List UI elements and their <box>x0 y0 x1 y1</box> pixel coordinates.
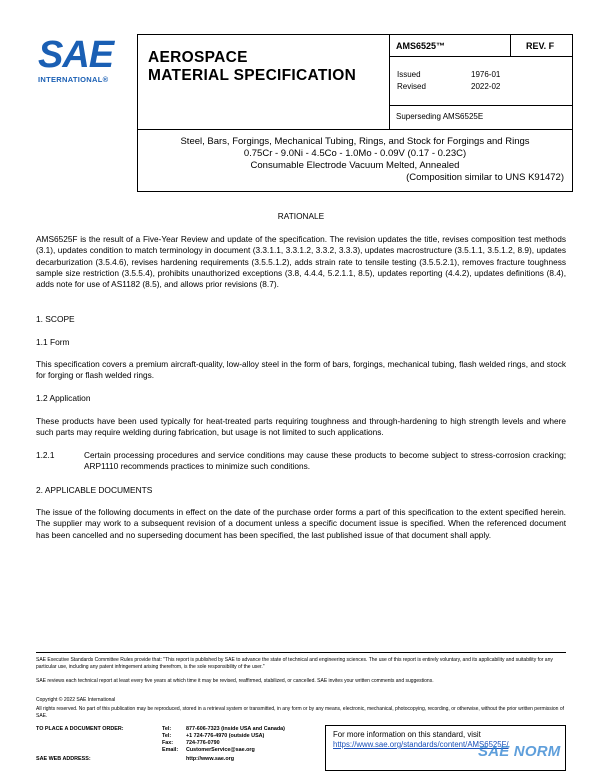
sae-logo <box>38 36 124 88</box>
subject-line-1: Steel, Bars, Forgings, Mechanical Tubing, Rings, and Stock for Forgings and Rings <box>180 136 530 147</box>
tel-inside: 877-606-7323 (inside USA and Canada) <box>186 726 285 732</box>
tel2-label: Tel: <box>162 733 172 739</box>
tel-outside: +1 724-776-4970 (outside USA) <box>186 733 265 739</box>
section-1-heading: 1. SCOPE <box>36 314 75 324</box>
order-info <box>36 726 321 772</box>
rationale-text: AMS6525F is the result of a Five-Year Review and update of the specification. The revision updates the title, revises composition test methods (3.1), updates condition to match terminology in document (3.3.1.1, 3.3.1.2, 3.3.2, 3.3.3), updates macrostructure (3.5.1.1, 3.5.1.2, 8.9), updates decarburization (3.5.4.6), revises hardening requirements (3.5.5.1.2), adds strain rate to tensile testing (3.5.5.2.1), removes fracture toughness sample size restriction (3.5.5.4), prohibits unauthorized exceptions (3.8, 4.4.4, 5.2.1.1, 8.5), updates reporting (4.4.2), updates definitions (8.4), adds note for use of AS1182 (8.5), and allows prior revisions (8.7). <box>36 234 566 290</box>
tel-label: Tel: <box>162 726 172 732</box>
fax-label: Fax: <box>162 740 174 746</box>
standard-link[interactable]: https://www.sae.org/standards/content/AMS6525F/ <box>333 740 509 749</box>
revised-value: 2022-02 <box>471 82 501 91</box>
order-label: TO PLACE A DOCUMENT ORDER: <box>36 726 124 732</box>
document-number: AMS6525™ <box>389 35 511 57</box>
material-subject <box>137 130 573 192</box>
revision-label: REV. F <box>511 35 572 57</box>
web-label: SAE WEB ADDRESS: <box>36 756 91 762</box>
title-line-1: AEROSPACE <box>148 49 248 66</box>
superseding-note: Superseding AMS6525E <box>396 112 484 121</box>
subject-line-4: (Composition similar to UNS K91472) <box>406 172 564 183</box>
footer-copyright: Copyright © 2022 SAE International <box>36 697 116 703</box>
header-title-cell <box>138 35 390 129</box>
watermark-text: SAE NORM <box>478 743 561 760</box>
title-line-2: MATERIAL SPECIFICATION <box>148 67 357 84</box>
subject-line-3: Consumable Electrode Vacuum Melted, Annealed <box>250 160 460 171</box>
section-2-heading: 2. APPLICABLE DOCUMENTS <box>36 485 153 495</box>
document-header <box>137 34 573 130</box>
section-1-2-heading: 1.2 Application <box>36 393 91 403</box>
web-address[interactable]: http://www.sae.org <box>186 756 235 762</box>
fax-number: 724-776-0790 <box>186 740 220 746</box>
subject-line-2: 0.75Cr - 9.0Ni - 4.5Co - 1.0Mo - 0.09V (0.17 - 0.23C) <box>243 148 467 159</box>
section-1-2-text: These products have been used typically for heat-treated parts requiring toughness and through-hardening to high strength levels and where such parts may require welding during fabrication, but usage is not limited to such applications. <box>36 416 566 438</box>
logo-international-text: INTERNATIONAL® <box>38 75 109 84</box>
footer-rules: SAE Executive Standards Committee Rules provide that: "This report is published by SAE to advance the state of technical and engineering sciences. The use of this report is entirely voluntary, and its applicability and suitability for any particular use, including any patent infringement arising therefrom, is the sole responsibility of the user." <box>36 657 553 670</box>
section-1-1-text: This specification covers a premium aircraft-quality, low-alloy steel in the form of bars, forgings, mechanical tubing, flash welded rings, and stock for forging or flash welded rings. <box>36 359 566 381</box>
more-info-text: For more information on this standard, visit <box>333 730 481 739</box>
issued-value: 1976-01 <box>471 70 501 79</box>
email-label: Email: <box>162 747 179 753</box>
footer-review: SAE reviews each technical report at least every five years at which time it may be revised, reaffirmed, stabilized, or cancelled. SAE invites your written comments and suggestions. <box>36 678 434 684</box>
issue-dates <box>389 57 572 106</box>
section-1-1-heading: 1.1 Form <box>36 337 70 347</box>
footer-divider <box>36 652 566 653</box>
section-1-2-1-number: 1.2.1 <box>36 450 55 460</box>
email-address[interactable]: CustomerService@sae.org <box>186 747 255 753</box>
sae-norm-watermark <box>478 743 588 773</box>
revised-label: Revised <box>397 82 426 91</box>
rationale-heading: RATIONALE <box>277 211 325 221</box>
section-1-2-1-text: Certain processing procedures and service conditions may cause these products to become subject to stress-corrosion cracking; ARP1110 recommends practices to minimize such conditions. <box>84 450 566 472</box>
section-2-text: The issue of the following documents in effect on the date of the purchase order forms a part of this specification to the extent specified herein. The supplier may work to a subsequent revision of a document unless a specific document issue is specified. When the referenced document has been cancelled and no superseding document has been specified, the last published issue of that document shall apply. <box>36 507 566 540</box>
footer-rights: All rights reserved. No part of this publication may be reproduced, stored in a retrieval system or transmitted, in any form or by any means, electronic, mechanical, photocopying, recording, or otherwise, without the prior written permission of SAE. <box>36 706 565 719</box>
issued-label: Issued <box>397 70 421 79</box>
logo-sae-text: SAE <box>38 34 114 76</box>
document-type-title <box>148 49 356 85</box>
